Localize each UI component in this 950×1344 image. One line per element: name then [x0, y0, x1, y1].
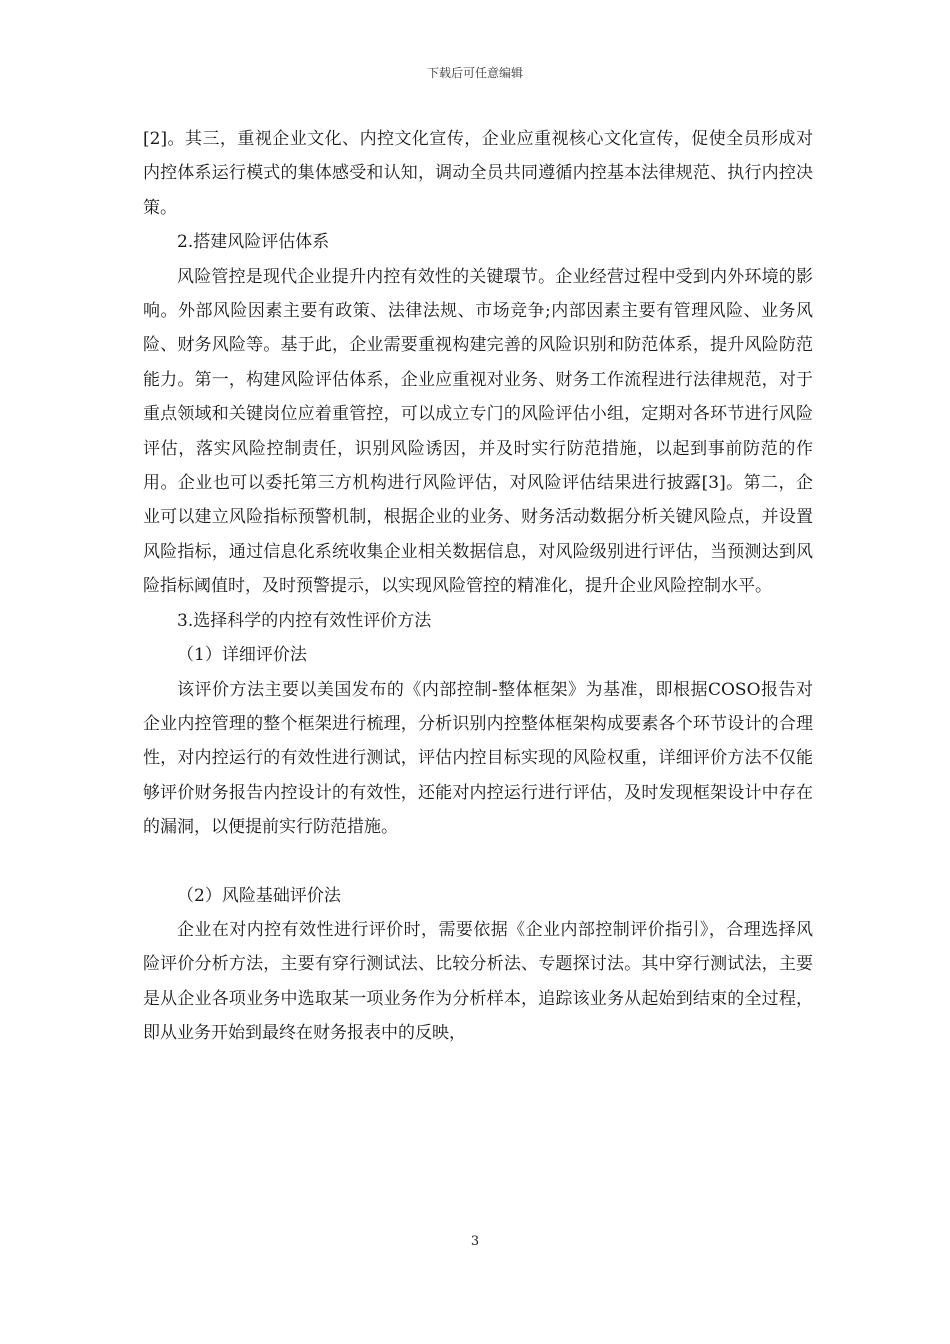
- page-header: 下载后可任意编辑: [426, 66, 523, 80]
- paragraph-detailed-evaluation: 该评价方法主要以美国发布的《内部控制-整体框架》为基准，即根据COSO报告对企业内控管理的整个框架进行梳理，分析识别内控整体框架构成要素各个环节设计的合理性，对内控运行的有效性进行测试，评估内控目标实现的风险权重，详细评价方法不仅能够评价财务报告内控设计的有效性，还能对内控运行进行评估，及时发现框架设计中存在的漏洞，以便提前实行防范措施。: [143, 679, 813, 838]
- paragraph-risk-based-evaluation: 企业在对内控有效性进行评价时，需要依据《企业内部控制评价指引》，合理选择风险评价分析方法，主要有穿行测试法、比较分析法、专题探讨法。其中穿行测试法，主要是从企业各项业务中选取某一项业务作为分析样本，追踪该业务从起始到结束的全过程，即从业务开始到最终在财务报表中的反映，: [143, 919, 813, 1044]
- paragraph-culture: [2]。其三，重视企业文化、内控文化宣传，企业应重视核心文化宣传，促使全员形成对内控体系运行模式的集体感受和认知，调动全员共同遵循内控基本法律规范、执行内控决策。: [143, 129, 813, 218]
- section-heading-risk-assessment: 2.搭建风险评估体系: [177, 232, 330, 253]
- paragraph-risk-control: 风险管控是现代企业提升内控有效性的关键環节。企业经营过程中受到内外环境的影响。外部风险因素主要有政策、法律法规、市场竞争;内部因素主要有管理风险、业务风险、财务风险等。基于此，企业需要重视构建完善的风险识别和防范体系，提升风险防范能力。第一，构建风险评估体系，企业应重视对业务、财务工作流程进行法律规范，对于重点领域和关键岗位应着重管控，可以成立专门的风险评估小组，定期对各环节进行风险评估，落实风险控制责任，识别风险诱因，并及时实行防范措施，以起到事前防范的作用。企业也可以委托第三方机构进行风险评估，对风险评估结果进行披露[3]。第二，企业可以建立风险指标预警机制，根据企业的业务、财务活动数据分析关键风险点，并设置风险指标，通过信息化系统收集企业相关数据信息，对风险级别进行评估，当预测达到风险指标阈值时，及时预警提示，以实现风险管控的精准化，提升企业风险控制水平。: [143, 266, 813, 597]
- document-body: [143, 122, 813, 1051]
- page-number: 3: [470, 1234, 480, 1249]
- subheading-risk-based-evaluation: （2）风险基础评价法: [177, 885, 341, 906]
- section-heading-evaluation-methods: 3.选择科学的内控有效性评价方法: [177, 610, 432, 631]
- subheading-detailed-evaluation: （1）详细评价法: [177, 645, 307, 666]
